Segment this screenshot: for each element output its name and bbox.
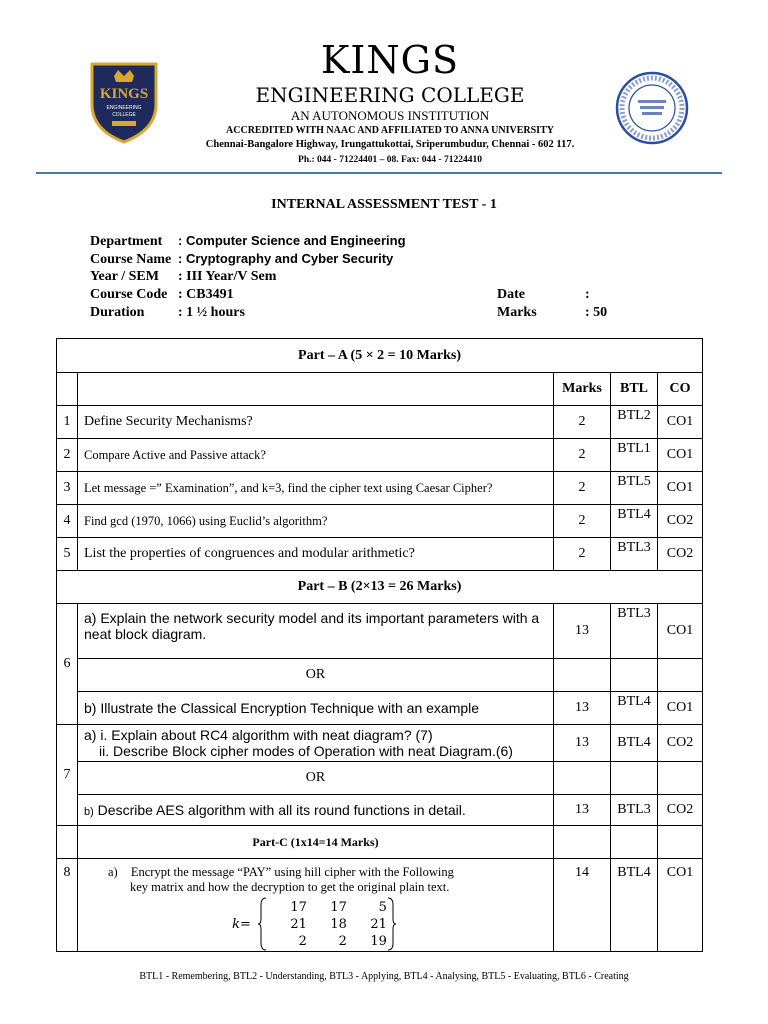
header-no-cell [57,373,78,406]
table-row [57,795,703,826]
question-marks: 13 [554,692,611,725]
left-brace-icon [257,897,267,951]
matrix-cell: 19 [370,933,387,949]
question-body: Describe AES algorithm with all its round functions in detail. [97,802,466,818]
question-co: CO2 [658,538,703,571]
part-b-heading: Part – B (2×13 = 26 Marks) [57,571,703,604]
question-line: key matrix and how the decryption to get the original plain text. [130,880,450,894]
phone-line: Ph.: 044 - 71224401 – 08. Fax: 044 - 71224410 [298,155,482,165]
question-btl: BTL2 [611,406,658,439]
question-text: a) Explain the network security model and its important parameters with a neat block diagram. [78,604,554,659]
college-subtitle: ENGINEERING COLLEGE [255,83,525,107]
matrix-grid [267,899,387,950]
question-table [56,338,703,952]
question-text: b) Illustrate the Classical Encryption Technique with an example [78,692,554,725]
question-prefix: b) [84,806,94,818]
duration-label: Duration [90,305,145,320]
question-marks: 13 [554,795,611,826]
address-line: Chennai-Bangalore Highway, Irungattukottai, Sriperumbudur, Chennai - 602 117. [205,139,575,150]
question-co: CO1 [658,406,703,439]
date-marks-info [497,286,607,322]
question-number: 2 [57,439,78,472]
department-value: : Computer Science and Engineering [178,233,406,248]
matrix-cell: 2 [298,933,307,949]
table-row [57,439,703,472]
question-text: Compare Active and Passive attack? [78,439,554,472]
college-name: KINGS [320,38,460,82]
question-marks: 2 [554,538,611,571]
question-btl: BTL5 [611,472,658,505]
or-separator: OR [78,659,554,692]
question-co: CO2 [658,795,703,826]
question-text [78,725,554,762]
matrix-cell: 2 [338,933,347,949]
col-header-marks: Marks [554,373,611,406]
header-question-cell [78,373,554,406]
course-info [90,232,406,322]
autonomous-line: AN AUTONOMOUS INSTITUTION [290,108,490,123]
matrix-cell: 17 [290,899,307,915]
question-co: CO2 [658,725,703,762]
course-name-label: Course Name [90,252,172,267]
question-marks: 2 [554,406,611,439]
table-row [57,604,703,659]
question-text: List the properties of congruences and modular arithmetic? [78,538,554,571]
part-c-heading: Part-C (1x14=14 Marks) [78,826,554,859]
department-label: Department [90,234,163,249]
question-marks: 13 [554,604,611,659]
question-number: 1 [57,406,78,439]
question-text: Define Security Mechanisms? [78,406,554,439]
matrix-cell: 21 [370,916,387,932]
question-co: CO1 [658,439,703,472]
matrix-cell: 17 [330,899,347,915]
question-marks: 2 [554,439,611,472]
question-btl: BTL4 [611,725,658,762]
question-btl: BTL3 [611,604,658,659]
question-marks: 2 [554,505,611,538]
matrix-variable: k= [232,916,251,932]
matrix-cell: 21 [290,916,307,932]
question-btl: BTL4 [611,505,658,538]
question-marks: 2 [554,472,611,505]
course-code-label: Course Code [90,287,168,302]
question-co: CO1 [658,604,703,659]
question-text: Find gcd (1970, 1066) using Euclid’s algorithm? [78,505,554,538]
question-number: 4 [57,505,78,538]
course-code-value: : CB3491 [178,287,234,302]
question-text [78,795,554,826]
question-number: 3 [57,472,78,505]
marks-label: Marks [497,305,537,320]
table-row [57,725,703,762]
col-header-btl: BTL [611,373,658,406]
question-line: Encrypt the message “PAY” using hill cipher with the Following [130,865,454,879]
college-logo [86,58,162,144]
question-marks: 13 [554,725,611,762]
date-value: : [585,287,590,302]
col-header-co: CO [658,373,703,406]
svg-text:COLLEGE: COLLEGE [112,112,136,118]
or-separator: OR [78,762,554,795]
table-row [57,472,703,505]
test-title: INTERNAL ASSESSMENT TEST - 1 [271,197,497,212]
question-text [78,859,554,952]
matrix-cell: 5 [378,899,387,915]
accreditation-line: ACCREDITED WITH NAAC AND AFFILIATED TO ANNA UNIVERSITY [226,125,554,136]
question-line: a) i. Explain about RC4 algorithm with neat diagram? (7) [84,727,433,743]
course-name-value: : Cryptography and Cyber Security [178,251,394,266]
table-row [57,859,703,952]
matrix-cell: 18 [330,916,347,932]
question-co: CO1 [658,859,703,952]
question-btl: BTL3 [611,795,658,826]
svg-text:KINGS: KINGS [99,86,149,102]
svg-text:ENGINEERING: ENGINEERING [106,105,142,111]
table-row [57,659,703,692]
duration-value: : 1 ½ hours [178,305,245,320]
key-matrix [84,897,545,951]
question-co: CO2 [658,505,703,538]
question-number: 7 [57,725,78,826]
question-number: 6 [57,604,78,725]
header-divider [36,172,722,174]
date-label: Date [497,287,525,302]
year-sem-label: Year / SEM [90,269,159,284]
table-row [57,538,703,571]
table-row [57,762,703,795]
year-sem-value: : III Year/V Sem [178,269,277,284]
question-prefix: a) [108,865,118,879]
table-row [57,692,703,725]
question-btl: BTL3 [611,538,658,571]
iqac-seal [614,70,690,146]
question-btl: BTL1 [611,439,658,472]
marks-value: : 50 [585,305,608,320]
table-row [57,505,703,538]
question-text: Let message =” Examination”, and k=3, find the cipher text using Caesar Cipher? [78,472,554,505]
question-co: CO1 [658,692,703,725]
btl-legend: BTL1 - Remembering, BTL2 - Understanding, BTL3 - Applying, BTL4 - Analysing, BTL5 - Evaluating, BTL6 - Creating [139,971,629,982]
part-a-heading: Part – A (5 × 2 = 10 Marks) [57,339,703,373]
question-co: CO1 [658,472,703,505]
question-marks: 14 [554,859,611,952]
right-brace-icon [387,897,397,951]
question-btl: BTL4 [611,692,658,725]
table-row [57,406,703,439]
question-line: ii. Describe Block cipher modes of Operation with neat Diagram.(6) [99,743,513,759]
question-btl: BTL4 [611,859,658,952]
question-number: 8 [57,859,78,952]
question-number: 5 [57,538,78,571]
